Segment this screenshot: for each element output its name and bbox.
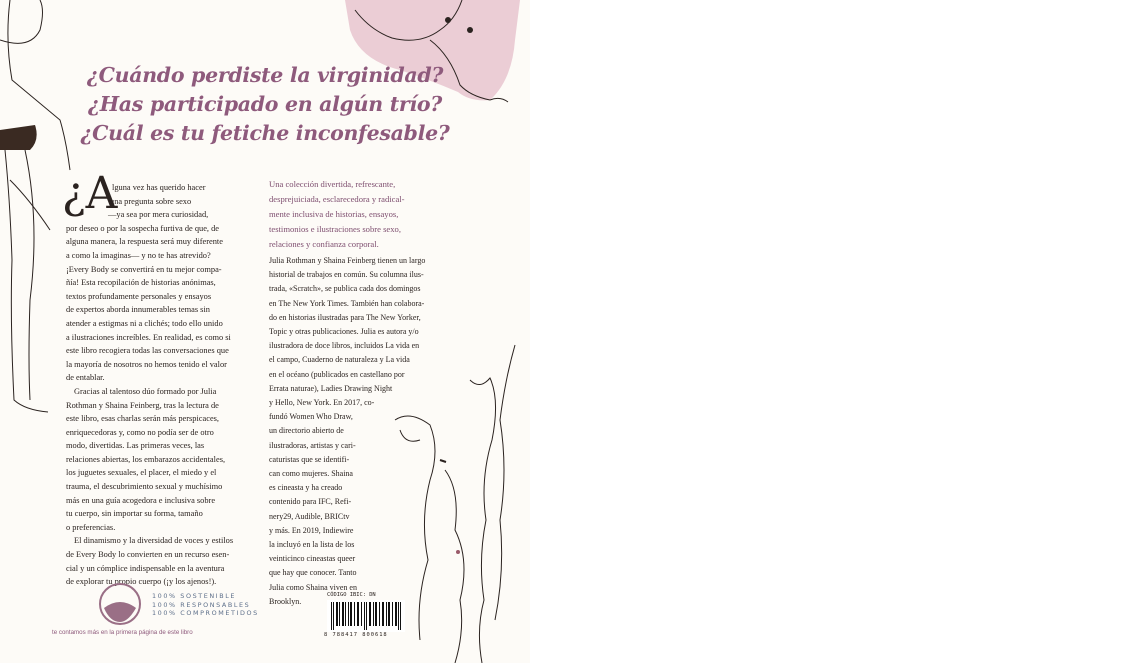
- intro-line: una pregunta sobre sexo: [110, 196, 192, 206]
- paragraph2-line: los juguetes sexuales, el placer, el miedo y el: [66, 468, 217, 478]
- bio-line: que hay que conocer. Tanto: [269, 568, 357, 578]
- bio-line: veinticinco cineastas queer: [269, 554, 356, 564]
- paragraph2-line: modo, divertidas. Las primeras veces, las: [66, 441, 205, 451]
- bio-line: trada, «Scratch», se publica cada dos domingos: [269, 284, 421, 294]
- lead-blurb: [269, 177, 437, 252]
- intro-dropcap: ¿A: [62, 168, 118, 219]
- author-bio: [269, 254, 425, 609]
- intro-line: ñía! Esta recopilación de historias anónimas,: [66, 278, 216, 288]
- paragraph2-line: enriquecedoras y, como no podía ser de otro: [66, 427, 214, 437]
- headline-fetiche: ¿Cuál es tu fetiche inconfesable?: [80, 121, 450, 145]
- paragraph3-line: cial y un cómplice indispensable en la aventura: [66, 563, 225, 573]
- bio-line: Julia Rothman y Shaina Feinberg tienen un largo: [269, 256, 426, 265]
- bio-line: fundó Women Who Draw,: [269, 412, 353, 422]
- barcode-digits: 8 788417 800618: [324, 632, 388, 638]
- intro-line: alguna manera, la respuesta será muy diferente: [66, 237, 223, 247]
- paragraph2-line: Rothman y Shaina Feinberg, tras la lectura de: [66, 400, 219, 410]
- tagline-line: 100% SOSTENIBLE: [152, 592, 237, 600]
- bio-line: y más. En 2019, Indiewire: [269, 525, 354, 535]
- paragraph2-line: relaciones abiertas, los embarazos accidentales,: [66, 454, 226, 464]
- bio-line: caturistas que se identifi-: [269, 454, 350, 464]
- footer-note: te contamos más en la primera página de este libro: [52, 629, 193, 636]
- intro-line: de expertos aborda innumerables temas sin: [66, 305, 210, 315]
- lead-line: mente inclusiva de historias, ensayos,: [269, 209, 399, 219]
- bio-line: y Hello, New York. En 2017, co-: [269, 398, 375, 408]
- paragraph2-line: trauma, el descubrimiento sexual y muchísimo: [66, 482, 223, 492]
- left-column: [66, 181, 252, 589]
- lead-line: testimonios e ilustraciones sobre sexo,: [269, 224, 401, 234]
- intro-line: lguna vez has querido hacer: [112, 183, 206, 192]
- intro-line: por deseo o por la sospecha furtiva de que, de: [66, 223, 220, 233]
- bio-line: un directorio abierto de: [269, 426, 344, 436]
- publisher-logo-icon: [98, 582, 142, 626]
- lead-line: Una colección divertida, refrescante,: [269, 179, 396, 189]
- bio-line: la incluyó en la lista de los: [269, 540, 355, 550]
- back-cover: [0, 0, 530, 663]
- bio-line: Julia como Shaina viven en: [269, 582, 357, 592]
- tagline-line: 100% RESPONSABLES: [152, 600, 251, 609]
- barcode-label: CÓDIGO IBIC: DN: [327, 592, 376, 598]
- paragraph3-line: El dinamismo y la diversidad de voces y estilos: [74, 536, 234, 546]
- bio-line: en el océano (publicados en castellano por: [269, 369, 405, 379]
- intro-line: la mayoría de nosotros no hemos tenido el valor: [66, 359, 227, 369]
- paragraph3-line: de Every Body lo convierten en un recurso esen-: [66, 550, 230, 560]
- paragraph3-line: de explorar tu propio cuerpo (¡y los ajenos!).: [66, 577, 217, 587]
- intro-line: este libro recogiera todas las conversaciones que: [66, 346, 229, 356]
- tagline-line: 100% COMPROMETIDOS: [152, 609, 259, 618]
- bio-line: Errata naturae), Ladies Drawing Night: [269, 383, 393, 393]
- intro-line: a como la imaginas— y no te has atrevido?: [66, 250, 211, 260]
- bio-line: ilustradoras, artistas y cari-: [269, 440, 356, 450]
- bio-line: can como mujeres. Shaina: [269, 469, 353, 479]
- bio-line: historial de trabajos en común. Su columna ilus-: [269, 270, 424, 280]
- intro-line: ¡Every Body se convertirá en tu mejor compa-: [66, 264, 222, 274]
- headline-virginity: ¿Cuándo perdiste la virginidad?: [86, 63, 444, 87]
- intro-line: a ilustraciones increíbles. En realidad, es como si: [66, 332, 231, 342]
- lead-line: relaciones y confianza corporal.: [269, 239, 379, 249]
- bio-line: Topic y otras publicaciones. Julia es autora y/o: [269, 327, 419, 337]
- intro-line: —ya sea por mera curiosidad,: [108, 210, 209, 220]
- paragraph2-line: este libro, esas charlas serán más perspicaces,: [66, 414, 220, 424]
- publisher-tagline: [152, 592, 259, 618]
- paragraph2-line: Gracias al talentoso dúo formado por Julia: [74, 386, 217, 396]
- bio-line: do en historias ilustradas para The New Yorker,: [269, 312, 421, 322]
- bio-line: contenido para IFC, Refi-: [269, 497, 352, 507]
- paragraph2-line: más en una guía acogedora e inclusiva sobre: [66, 495, 216, 505]
- intro-paragraph: [66, 181, 252, 589]
- bio-line: Brooklyn.: [269, 596, 302, 606]
- bio-line: ilustradora de doce libros, incluidos La vida en: [269, 341, 420, 351]
- bio-line: en The New York Times. También han colabora-: [269, 298, 425, 308]
- paragraph2-line: o preferencias.: [66, 522, 116, 532]
- bio-line: es cineasta y ha creado: [269, 483, 343, 493]
- headline-trio: ¿Has participado en algún trío?: [88, 92, 442, 116]
- paragraph2-line: tu cuerpo, sin importar su forma, tamaño: [66, 509, 203, 519]
- intro-line: textos profundamente personales y ensayos: [66, 291, 212, 301]
- intro-line: atender a estigmas ni a clichés; todo ello unido: [66, 318, 223, 328]
- lead-line: desprejuiciada, esclarecedora y radical-: [269, 194, 405, 204]
- intro-line: de entablar.: [66, 373, 105, 383]
- bio-line: nery29, Audible, BRICtv: [269, 511, 350, 521]
- bio-line: el campo, Cuaderno de naturaleza y La vida: [269, 355, 410, 365]
